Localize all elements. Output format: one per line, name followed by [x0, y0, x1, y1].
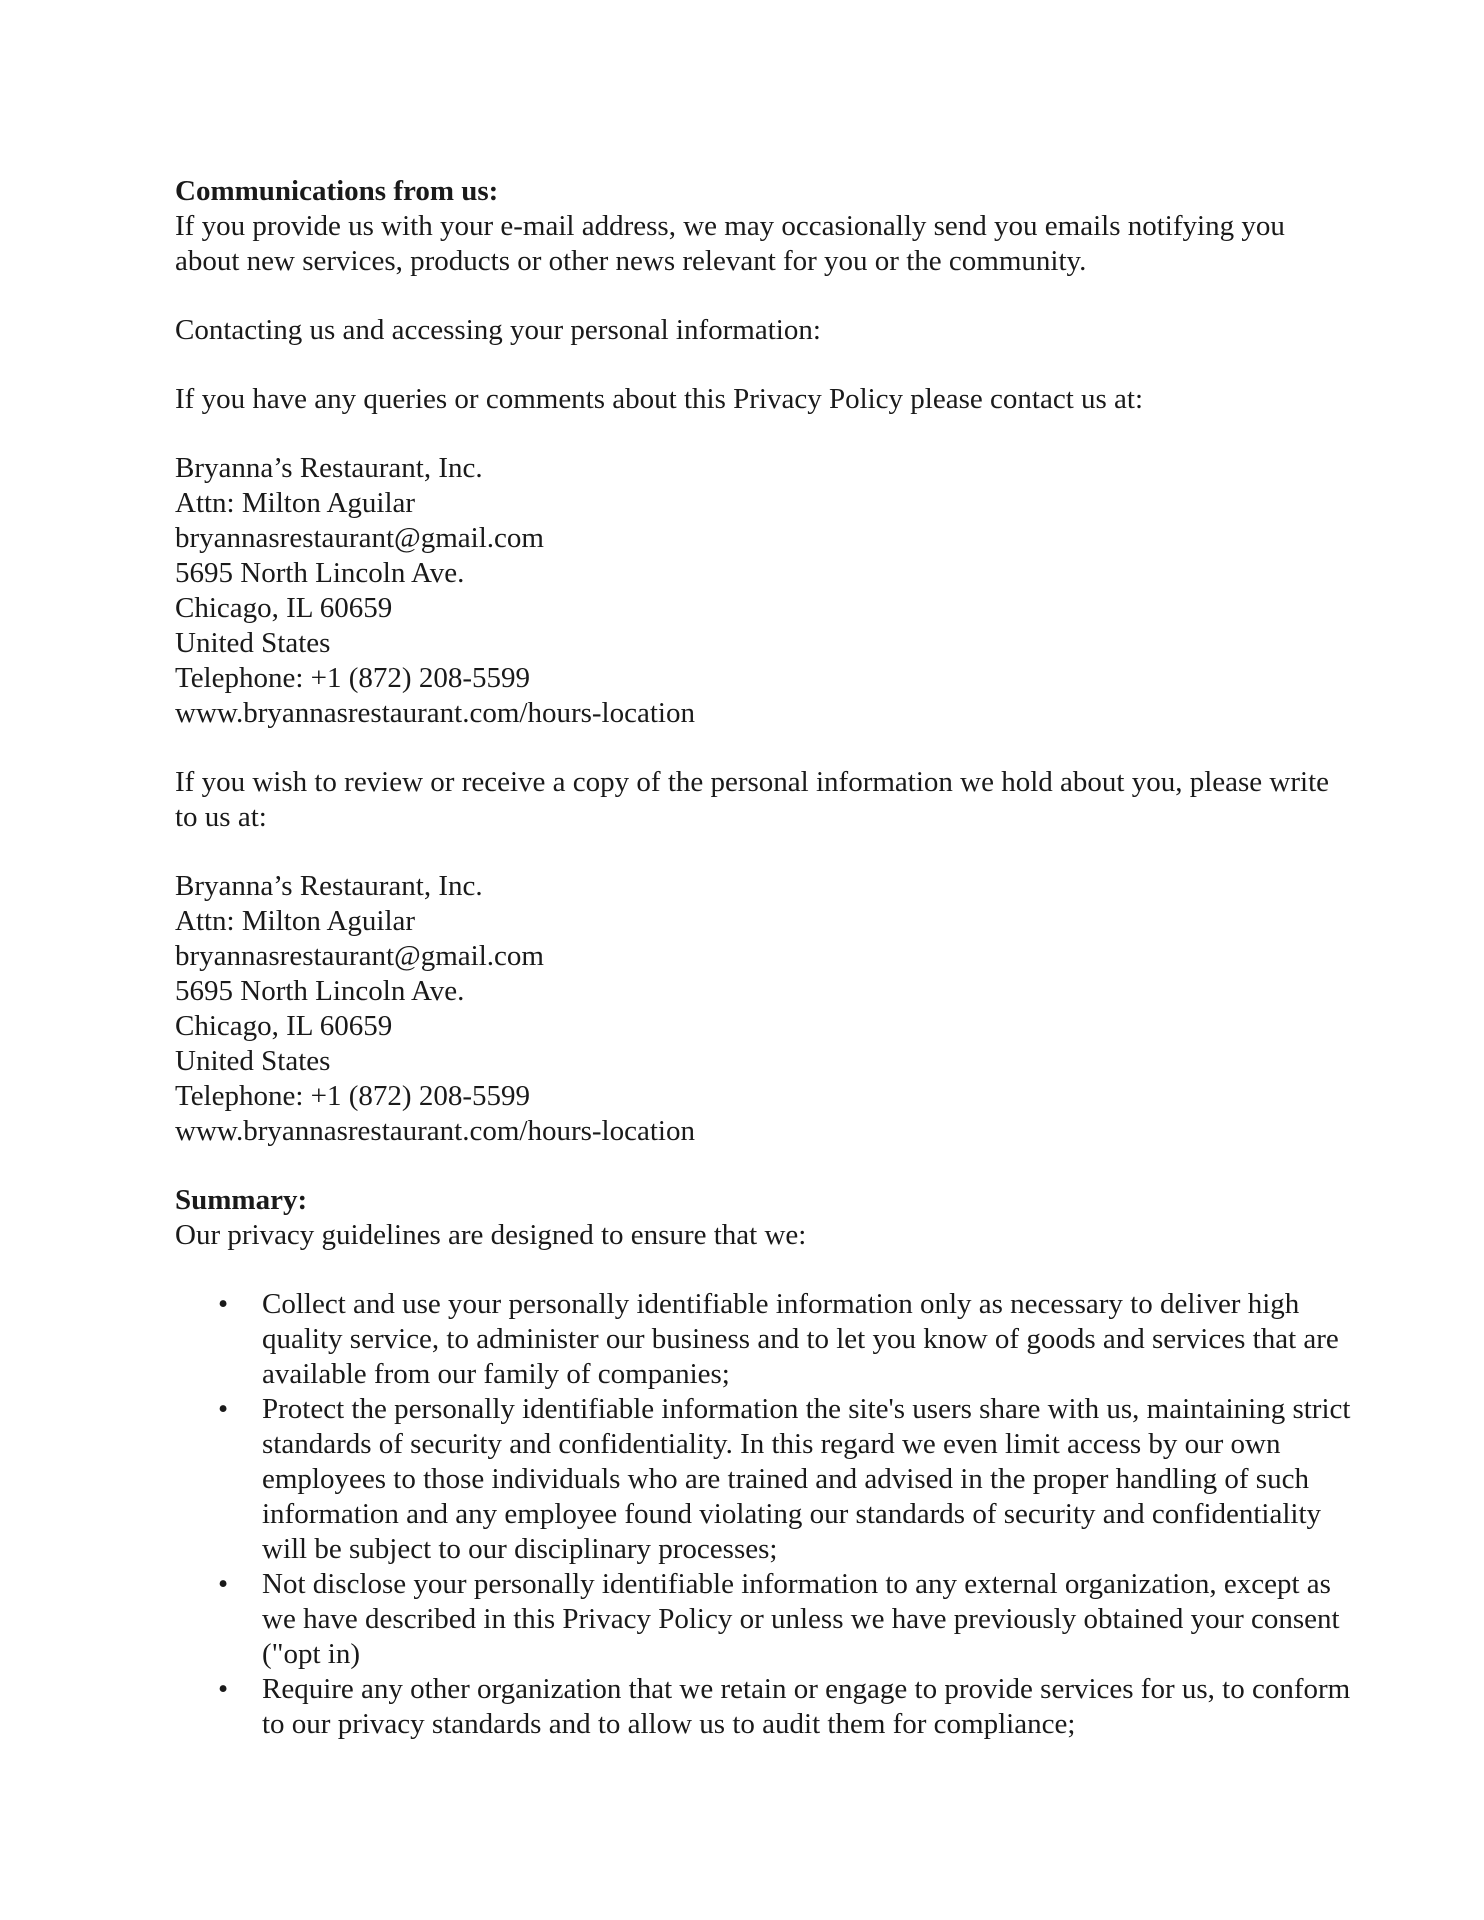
spacer: [175, 417, 1355, 451]
website-url: www.bryannasrestaurant.com/hours-location: [175, 697, 695, 729]
attention-line: Attn: Milton Aguilar: [175, 487, 416, 519]
spacer: [175, 279, 1355, 313]
company-name: Bryanna’s Restaurant, Inc.: [175, 870, 483, 902]
spacer: [175, 835, 1355, 869]
summary-list: [175, 1287, 1355, 1742]
communications-text: If you provide us with your e-mail address, we may occasionally send you emails notifying you about new services, products or other news relevant for you or the community.: [175, 210, 1285, 277]
website-url: www.bryannasrestaurant.com/hours-location: [175, 1115, 695, 1147]
list-item: [175, 1287, 1355, 1392]
address-block-1: [175, 451, 1355, 731]
city-state-zip: Chicago, IL 60659: [175, 592, 393, 624]
spacer: [175, 348, 1355, 382]
summary-heading: Summary:: [175, 1184, 308, 1216]
bullet-icon: •: [218, 1568, 229, 1600]
document-page: [175, 174, 1355, 1742]
list-item-text: Require any other organization that we retain or engage to provide services for us, to conform to our privacy standards and to allow us to audit them for compliance;: [262, 1673, 1351, 1740]
street-address: 5695 North Lincoln Ave.: [175, 557, 465, 589]
list-item: [175, 1392, 1355, 1567]
address-block-2: [175, 869, 1355, 1149]
spacer: [175, 1253, 1355, 1287]
list-item-text: Protect the personally identifiable information the site's users share with us, maintaining strict standards of security and confidentiality. In this regard we even limit access by our own employees to those individuals who are trained and advised in the proper handling of such information and any employee found violating our standards of security and confidentiality will be subject to our disciplinary processes;: [262, 1393, 1351, 1565]
attention-line: Attn: Milton Aguilar: [175, 905, 416, 937]
company-name: Bryanna’s Restaurant, Inc.: [175, 452, 483, 484]
communications-heading: Communications from us:: [175, 175, 499, 207]
email-address: bryannasrestaurant@gmail.com: [175, 940, 544, 972]
summary-intro: Our privacy guidelines are designed to ensure that we:: [175, 1219, 807, 1251]
email-address: bryannasrestaurant@gmail.com: [175, 522, 544, 554]
city-state-zip: Chicago, IL 60659: [175, 1010, 393, 1042]
telephone: Telephone: +1 (872) 208-5599: [175, 1080, 530, 1112]
list-item: [175, 1567, 1355, 1672]
spacer: [175, 731, 1355, 765]
telephone: Telephone: +1 (872) 208-5599: [175, 662, 530, 694]
list-item: [175, 1672, 1355, 1742]
review-text: If you wish to review or receive a copy of the personal information we hold about you, please write to us at:: [175, 766, 1329, 833]
contacting-heading: Contacting us and accessing your personal information:: [175, 314, 821, 346]
queries-text: If you have any queries or comments about this Privacy Policy please contact us at:: [175, 383, 1144, 415]
country: United States: [175, 627, 331, 659]
list-item-text: Not disclose your personally identifiable information to any external organization, except as we have described in this Privacy Policy or unless we have previously obtained your consent ("opt in): [262, 1568, 1340, 1670]
bullet-icon: •: [218, 1288, 229, 1320]
list-item-text: Collect and use your personally identifiable information only as necessary to deliver high quality service, to administer our business and to let you know of goods and services that are available from our family of companies;: [262, 1288, 1339, 1390]
country: United States: [175, 1045, 331, 1077]
spacer: [175, 1149, 1355, 1183]
bullet-icon: •: [218, 1673, 229, 1705]
bullet-icon: •: [218, 1393, 229, 1425]
street-address: 5695 North Lincoln Ave.: [175, 975, 465, 1007]
